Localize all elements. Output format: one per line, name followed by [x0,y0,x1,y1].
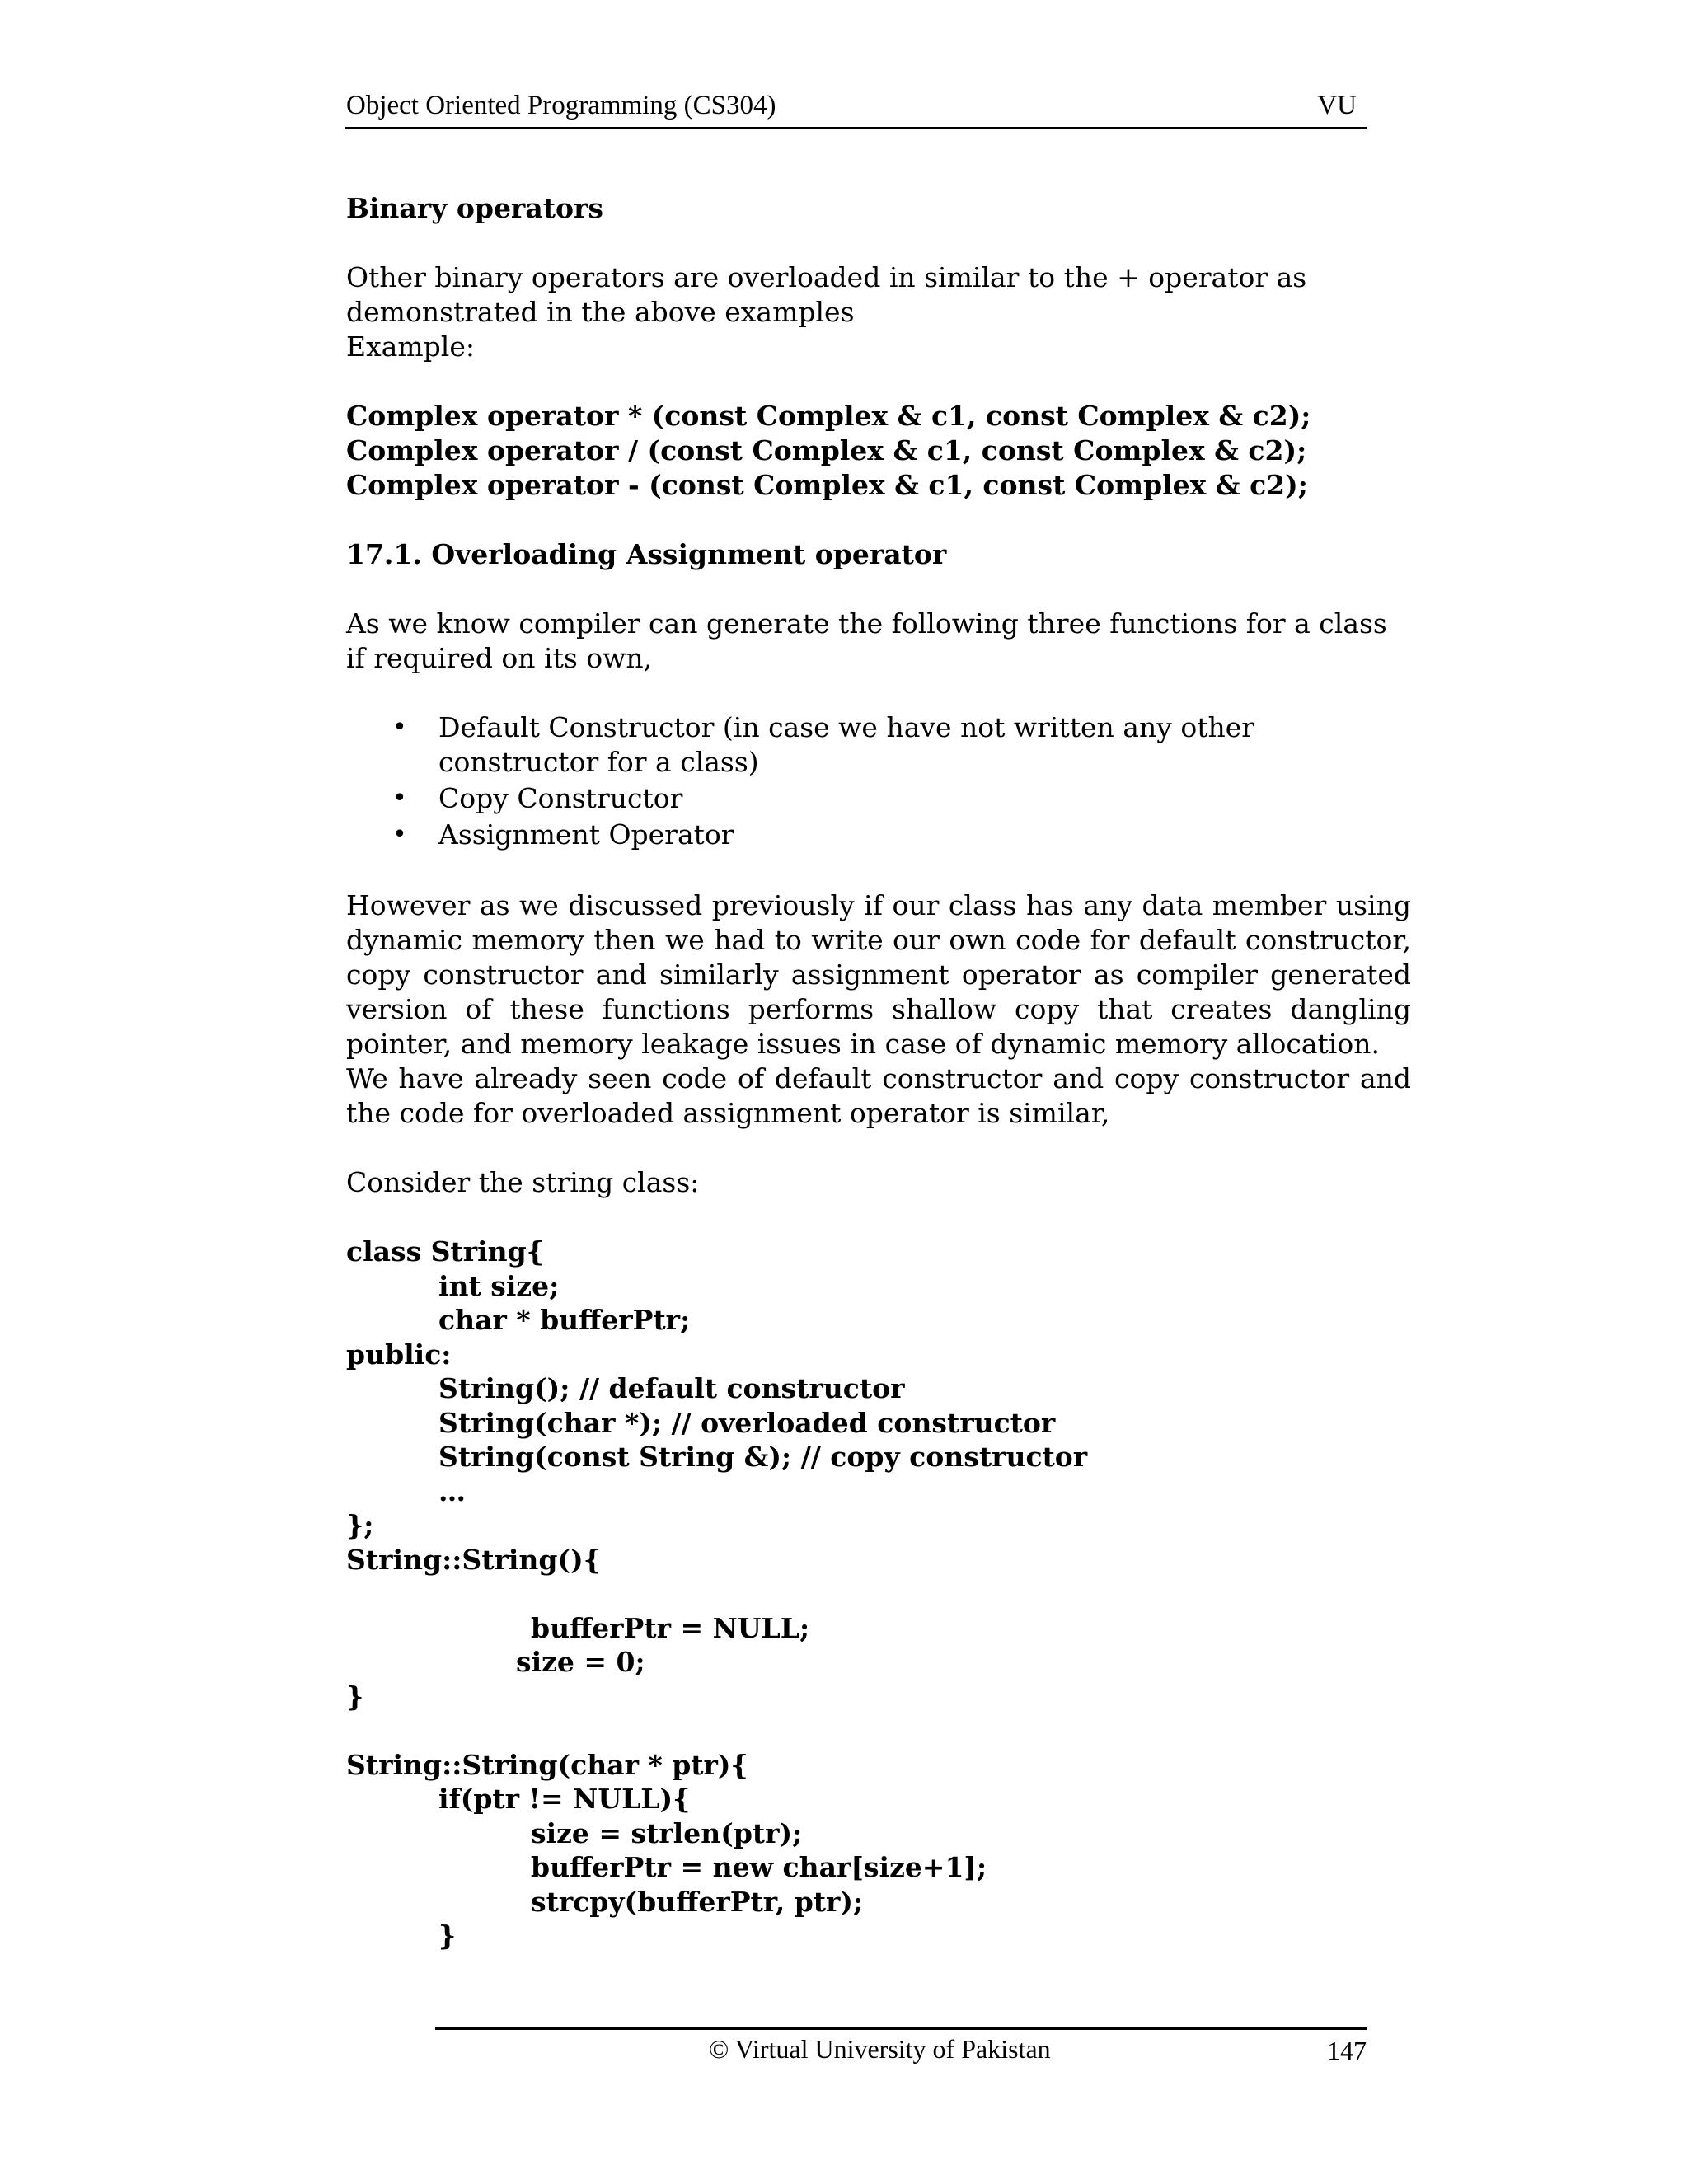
section-heading-binary: Binary operators [346,192,603,224]
list-item-text: Copy Constructor [438,782,683,814]
list-item-text: Default Constructor (in case we have not written any other constructor for a class) [438,711,1255,778]
list-item [346,818,1411,852]
code-line: if(ptr != NULL){ [438,1783,691,1815]
bullet-icon: • [392,713,407,742]
code-line: }; [346,1509,374,1541]
code-line: int size; [438,1269,560,1302]
however-paragraph: However as we discussed previously if our class has any data member using dynamic memory then we had to write our own code for default constructor, copy constructor and similarly assignment operator as compiler generated version of these functions performs shallow copy that creates dangling pointer, and memory leakage issues in case of dynamic memory allocation. [346,889,1411,1060]
list-item [346,781,1411,816]
page-number: 147 [1327,2036,1367,2065]
code-line: size = 0; [516,1646,645,1678]
institution-label: VU [1317,91,1357,120]
code-line-subtract: Complex operator - (const Complex & c1, const Complex & c2); [346,469,1308,501]
code-line-multiply: Complex operator * (const Complex & c1, const Complex & c2); [346,400,1311,432]
bullet-icon: • [392,820,407,849]
binary-paragraph: Other binary operators are overloaded in similar to the + operator as demonstrated in the above examples [346,261,1307,328]
code-line: public: [346,1338,452,1371]
code-line: bufferPtr = new char[size+1]; [531,1851,987,1883]
code-line: } [346,1680,364,1713]
code-line: String::String(){ [346,1543,601,1576]
code-line: String(char *); // overloaded constructor [438,1406,1056,1439]
code-line: String::String(char * ptr){ [346,1748,748,1781]
footer-copyright: © Virtual University of Pakistan [709,2034,1051,2064]
code-line-blank [346,1713,1411,1748]
code-line: bufferPtr = NULL; [531,1611,810,1644]
code-line: char * bufferPtr; [438,1304,691,1336]
code-line: } [438,1919,457,1952]
already-seen-paragraph: We have already seen code of default constructor and copy constructor and the code for overloaded assignment operator is similar, [346,1062,1411,1129]
course-title: Object Oriented Programming (CS304) [346,91,776,120]
section-heading-assignment: 17.1. Overloading Assignment operator [346,538,947,570]
page-body [346,191,1411,1953]
code-line: String(); // default constructor [438,1372,905,1404]
consider-string-class: Consider the string class: [346,1166,700,1198]
code-line: class String{ [346,1235,544,1268]
string-class-code [346,1235,1411,1953]
code-line: String(const String &); // copy constructor [438,1441,1088,1473]
example-label: Example: [346,330,475,363]
assignment-intro: As we know compiler can generate the following three functions for a class if required on its own, [346,607,1387,674]
code-line: strcpy(bufferPtr, ptr); [531,1885,864,1918]
code-line: size = strlen(ptr); [531,1816,803,1849]
code-line-divide: Complex operator / (const Complex & c1, const Complex & c2); [346,434,1307,466]
list-item [346,710,1411,780]
code-line: … [438,1474,466,1507]
list-item-text: Assignment Operator [438,818,734,851]
footer-divider [435,2027,1367,2030]
page-header [345,86,1367,129]
code-line-blank [346,1577,1411,1611]
bullet-icon: • [392,784,407,813]
compiler-functions-list [346,710,1411,852]
